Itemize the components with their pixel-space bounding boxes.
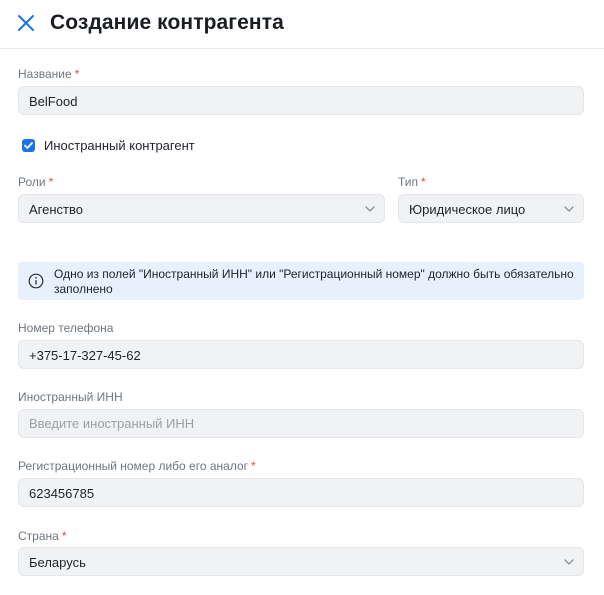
page-title: Создание контрагента — [50, 11, 284, 34]
close-icon[interactable] — [14, 11, 38, 35]
roles-value: Агенство — [29, 202, 83, 217]
reg-number-label-text: Регистрационный номер либо его аналог — [18, 459, 249, 473]
foreign-inn-label: Иностранный ИНН — [18, 390, 123, 404]
foreign-counterparty-row[interactable] — [22, 137, 195, 153]
country-select[interactable] — [18, 547, 584, 576]
type-select[interactable] — [398, 194, 584, 223]
required-mark: * — [48, 175, 54, 189]
phone-label: Номер телефона — [18, 321, 114, 335]
info-icon — [28, 273, 44, 289]
reg-number-value: 623456785 — [29, 486, 95, 501]
roles-label — [18, 175, 53, 189]
required-mark: * — [61, 529, 67, 543]
info-notice — [18, 262, 584, 300]
required-mark: * — [74, 67, 80, 81]
country-label-text: Страна — [18, 529, 59, 543]
reg-number-label — [18, 459, 256, 473]
close-button[interactable] — [14, 11, 38, 35]
name-label-text: Название — [18, 67, 72, 81]
phone-field[interactable] — [18, 340, 584, 369]
name-label — [18, 67, 79, 81]
type-value: Юридическое лицо — [409, 202, 526, 217]
required-mark: * — [251, 459, 256, 473]
foreign-inn-field[interactable] — [18, 409, 584, 438]
chevron-down-icon — [563, 556, 575, 568]
info-notice-text — [54, 267, 574, 297]
type-label — [398, 175, 426, 189]
type-label-text: Тип — [398, 175, 419, 189]
country-value: Беларусь — [29, 555, 86, 570]
checkmark-icon — [23, 140, 34, 151]
chevron-down-icon — [364, 203, 376, 215]
page-header — [0, 0, 604, 49]
info-notice-line: Одно из полей "Иностранный ИНН" или "Регистрационный номер" должно быть обязательно — [54, 267, 574, 281]
chevron-down-icon — [563, 203, 575, 215]
roles-select[interactable] — [18, 194, 385, 223]
name-field[interactable] — [18, 86, 584, 115]
required-mark: * — [421, 175, 426, 189]
foreign-counterparty-label[interactable]: Иностранный контрагент — [44, 137, 195, 153]
foreign-inn-input[interactable] — [19, 410, 583, 437]
phone-value: +375-17-327-45-62 — [29, 348, 141, 363]
country-label — [18, 529, 66, 543]
roles-label-text: Роли — [18, 175, 46, 189]
reg-number-field[interactable] — [18, 478, 584, 507]
name-value: BelFood — [29, 94, 78, 109]
info-notice-line: заполнено — [54, 282, 113, 296]
foreign-counterparty-checkbox[interactable] — [22, 139, 35, 152]
